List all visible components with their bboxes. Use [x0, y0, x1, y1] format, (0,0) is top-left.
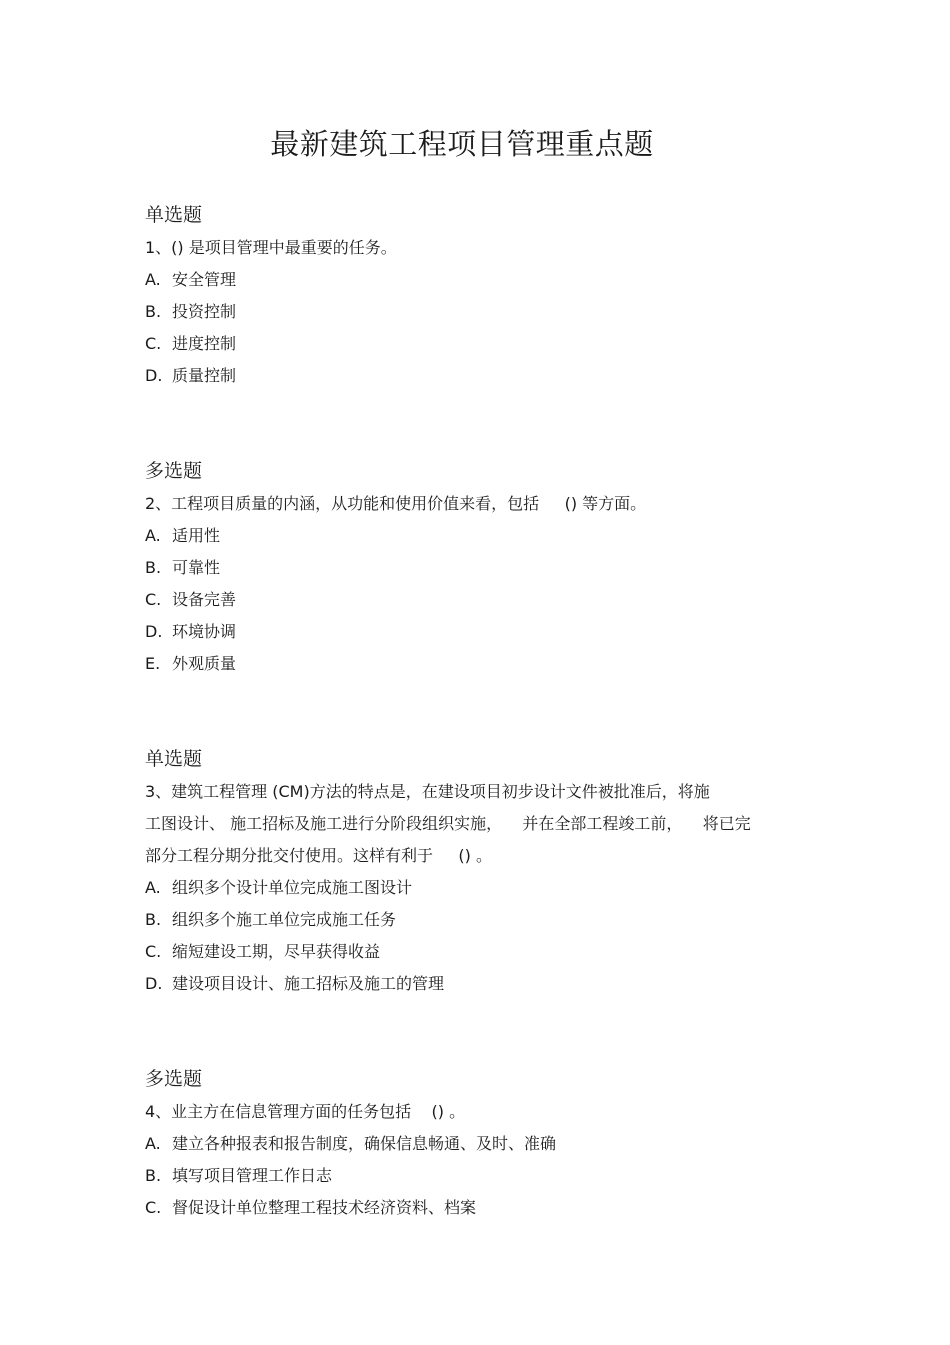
- option-letter: C.: [145, 334, 162, 353]
- option-b: [145, 552, 825, 584]
- option-letter: A.: [145, 526, 161, 545]
- option-e: [145, 648, 825, 680]
- question-type-label: 多选题: [145, 460, 203, 482]
- question-block-3: [145, 744, 825, 1000]
- option-text: 安全管理: [172, 270, 237, 289]
- option-d: [145, 360, 825, 392]
- option-letter: A.: [145, 1134, 161, 1153]
- option-a: [145, 1128, 825, 1160]
- question-text: 4、业主方在信息管理方面的任务包括 () 。: [145, 1102, 466, 1121]
- option-c: [145, 1192, 825, 1224]
- option-d: [145, 968, 825, 1000]
- question-block-2: [145, 456, 825, 680]
- option-letter: B.: [145, 558, 162, 577]
- option-text: 组织多个设计单位完成施工图设计: [172, 878, 413, 897]
- option-text: 缩短建设工期，尽早获得收益: [172, 942, 381, 961]
- option-b: [145, 1160, 825, 1192]
- option-letter: A.: [145, 270, 161, 289]
- question-text: 2、工程项目质量的内涵，从功能和使用价值来看，包括 () 等方面。: [145, 494, 647, 513]
- option-c: [145, 936, 825, 968]
- option-a: [145, 520, 825, 552]
- option-letter: C.: [145, 590, 162, 609]
- option-letter: B.: [145, 1166, 162, 1185]
- option-d: [145, 616, 825, 648]
- question-block-4: [145, 1064, 825, 1224]
- question-text: 1、() 是项目管理中最重要的任务。: [145, 238, 397, 257]
- question-text-line: 工图设计、 施工招标及施工进行分阶段组织实施， 并在全部工程竣工前， 将已完: [145, 814, 751, 833]
- question-text-line: 3、建筑工程管理 (CM)方法的特点是，在建设项目初步设计文件被批准后，将施: [145, 782, 710, 801]
- option-letter: D.: [145, 366, 163, 385]
- question-block-1: [145, 200, 825, 392]
- option-text: 督促设计单位整理工程技术经济资料、档案: [172, 1198, 477, 1217]
- option-letter: C.: [145, 1198, 162, 1217]
- document-title: 最新建筑工程项目管理重点题: [270, 127, 654, 161]
- option-b: [145, 296, 825, 328]
- option-text: 设备完善: [172, 590, 237, 609]
- option-text: 环境协调: [172, 622, 237, 641]
- option-text: 组织多个施工单位完成施工任务: [172, 910, 397, 929]
- option-text: 投资控制: [172, 302, 237, 321]
- option-letter: D.: [145, 622, 163, 641]
- option-a: [145, 264, 825, 296]
- option-text: 建立各种报表和报告制度，确保信息畅通、及时、准确: [172, 1134, 557, 1153]
- option-b: [145, 904, 825, 936]
- option-letter: C.: [145, 942, 162, 961]
- option-c: [145, 584, 825, 616]
- option-a: [145, 872, 825, 904]
- option-c: [145, 328, 825, 360]
- option-text: 填写项目管理工作日志: [172, 1166, 333, 1185]
- option-letter: D.: [145, 974, 163, 993]
- question-type-label: 单选题: [145, 204, 203, 226]
- option-text: 可靠性: [172, 558, 221, 577]
- option-text: 适用性: [172, 526, 221, 545]
- option-letter: B.: [145, 302, 162, 321]
- option-letter: E.: [145, 654, 161, 673]
- option-letter: B.: [145, 910, 162, 929]
- option-letter: A.: [145, 878, 161, 897]
- question-type-label: 多选题: [145, 1068, 203, 1090]
- question-text-line: 部分工程分期分批交付使用。这样有利于 () 。: [145, 846, 493, 865]
- option-text: 质量控制: [172, 366, 237, 385]
- option-text: 外观质量: [172, 654, 237, 673]
- question-type-label: 单选题: [145, 748, 203, 770]
- option-text: 建设项目设计、施工招标及施工的管理: [172, 974, 445, 993]
- option-text: 进度控制: [172, 334, 237, 353]
